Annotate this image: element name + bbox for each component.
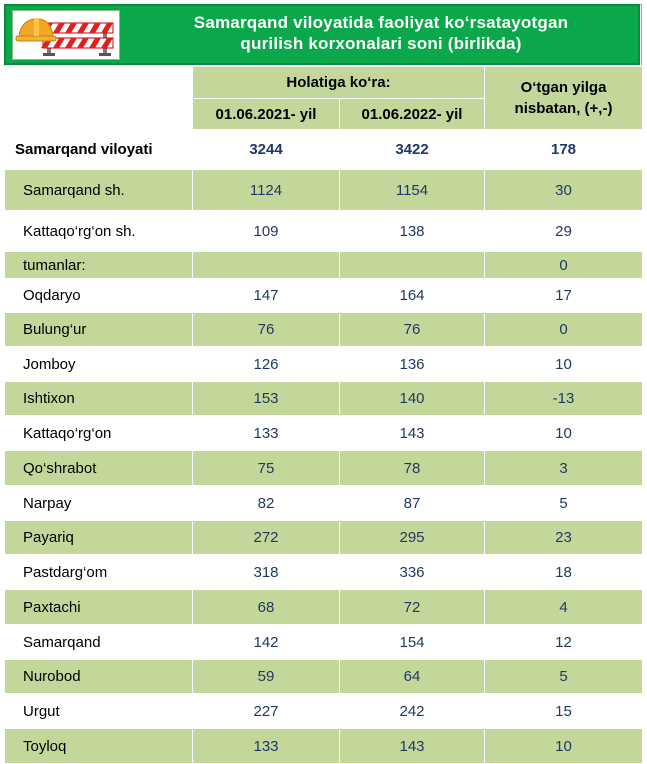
- row-name: Narpay: [5, 486, 193, 521]
- value-2022: 76: [340, 313, 485, 347]
- table-row: [5, 660, 643, 694]
- title-line-2: qurilish korxonalari soni (birlikda): [240, 34, 522, 53]
- header-change-line-2: nisbatan, (+,-): [514, 100, 613, 117]
- value-2021: 272: [193, 521, 340, 555]
- value-diff: 0: [485, 252, 643, 279]
- header-change-line-1: O‘tgan yilga: [520, 79, 607, 96]
- value-diff: 10: [485, 416, 643, 451]
- logo: [12, 10, 120, 60]
- table-row: [5, 170, 643, 211]
- value-2021: 126: [193, 347, 340, 382]
- value-2022: 64: [340, 660, 485, 694]
- value-diff: 4: [485, 590, 643, 625]
- value-2021: 75: [193, 451, 340, 486]
- table-row: [5, 347, 643, 382]
- value-2022: 154: [340, 625, 485, 660]
- value-2021: 227: [193, 694, 340, 729]
- value-2022: [340, 252, 485, 279]
- value-2021: 76: [193, 313, 340, 347]
- value-diff: -13: [485, 382, 643, 416]
- table-row: [5, 313, 643, 347]
- page-title: [126, 12, 636, 54]
- row-name: Kattaqo‘rg‘on sh.: [5, 211, 193, 252]
- value-2022: 3422: [340, 130, 485, 170]
- row-name: Urgut: [5, 694, 193, 729]
- value-2021: 1124: [193, 170, 340, 211]
- row-name: Ishtixon: [5, 382, 193, 416]
- value-2022: 242: [340, 694, 485, 729]
- table-row: [5, 279, 643, 313]
- header-change: [485, 67, 643, 130]
- header-date-2021: 01.06.2021- yil: [193, 99, 340, 130]
- table-row: [5, 252, 643, 279]
- value-2022: 136: [340, 347, 485, 382]
- value-diff: 10: [485, 347, 643, 382]
- row-name: Samarqand: [5, 625, 193, 660]
- table-row: [5, 729, 643, 764]
- value-2022: 72: [340, 590, 485, 625]
- value-2021: 59: [193, 660, 340, 694]
- row-name: Kattaqo‘rg‘on: [5, 416, 193, 451]
- value-2022: 164: [340, 279, 485, 313]
- value-2022: 336: [340, 555, 485, 590]
- table-row: [5, 451, 643, 486]
- header-row-1: [5, 67, 643, 99]
- row-name: Oqdaryo: [5, 279, 193, 313]
- value-2021: [193, 252, 340, 279]
- value-2021: 133: [193, 729, 340, 764]
- value-2021: 153: [193, 382, 340, 416]
- value-diff: 29: [485, 211, 643, 252]
- table-row: [5, 694, 643, 729]
- row-name: Bulung‘ur: [5, 313, 193, 347]
- value-diff: 10: [485, 729, 643, 764]
- row-name: Payariq: [5, 521, 193, 555]
- value-diff: 17: [485, 279, 643, 313]
- value-diff: 0: [485, 313, 643, 347]
- row-name: Toyloq: [5, 729, 193, 764]
- value-2021: 133: [193, 416, 340, 451]
- header-date-2022: 01.06.2022- yil: [340, 99, 485, 130]
- row-name: tumanlar:: [5, 252, 193, 279]
- value-diff: 18: [485, 555, 643, 590]
- row-name: Nurobod: [5, 660, 193, 694]
- row-name: Jomboy: [5, 347, 193, 382]
- value-2021: 318: [193, 555, 340, 590]
- value-diff: 5: [485, 486, 643, 521]
- table-row: [5, 211, 643, 252]
- value-diff: 15: [485, 694, 643, 729]
- road-barrier-hardhat-icon: [13, 11, 119, 59]
- header-group-label: Holatiga ko‘ra:: [193, 67, 485, 99]
- header-blank-2: [5, 99, 193, 130]
- value-2022: 87: [340, 486, 485, 521]
- title-line-1: Samarqand viloyatida faoliyat ko‘rsatayotgan: [193, 13, 569, 32]
- value-2021: 142: [193, 625, 340, 660]
- row-name: Samarqand viloyati: [5, 130, 193, 170]
- value-diff: 178: [485, 130, 643, 170]
- table-row: [5, 590, 643, 625]
- value-diff: 30: [485, 170, 643, 211]
- data-table: [4, 66, 643, 764]
- value-2022: 143: [340, 729, 485, 764]
- row-name: Qo‘shrabot: [5, 451, 193, 486]
- value-2021: 3244: [193, 130, 340, 170]
- value-diff: 5: [485, 660, 643, 694]
- value-2021: 109: [193, 211, 340, 252]
- table-row: [5, 625, 643, 660]
- value-2022: 138: [340, 211, 485, 252]
- value-2022: 1154: [340, 170, 485, 211]
- table-row: [5, 486, 643, 521]
- value-2022: 143: [340, 416, 485, 451]
- row-name: Samarqand sh.: [5, 170, 193, 211]
- table-row: [5, 382, 643, 416]
- value-diff: 3: [485, 451, 643, 486]
- header-blank: [5, 67, 193, 99]
- title-banner: [4, 4, 640, 65]
- value-2021: 82: [193, 486, 340, 521]
- table-row: [5, 555, 643, 590]
- table-row: [5, 521, 643, 555]
- table-row: [5, 416, 643, 451]
- value-2022: 140: [340, 382, 485, 416]
- total-row: [5, 130, 643, 170]
- value-2021: 68: [193, 590, 340, 625]
- row-name: Pastdarg‘om: [5, 555, 193, 590]
- value-2022: 295: [340, 521, 485, 555]
- row-name: Paxtachi: [5, 590, 193, 625]
- value-diff: 12: [485, 625, 643, 660]
- value-2022: 78: [340, 451, 485, 486]
- value-2021: 147: [193, 279, 340, 313]
- value-diff: 23: [485, 521, 643, 555]
